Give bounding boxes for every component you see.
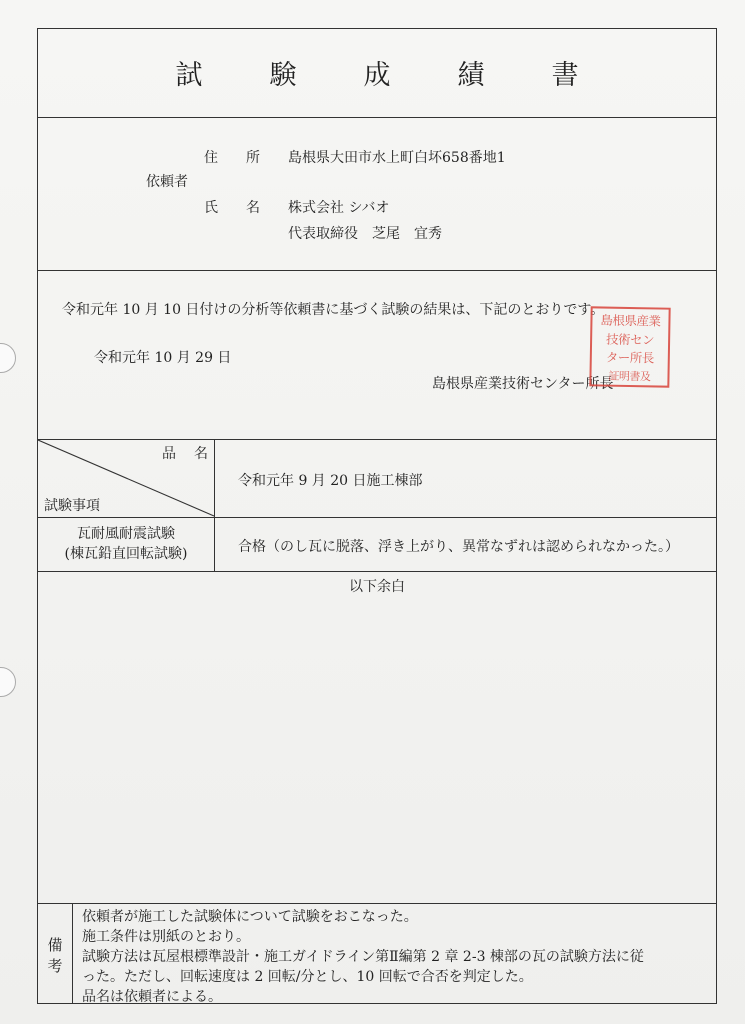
issuer-name: 島根県産業技術センター所長 (432, 376, 614, 392)
address-label: 住 所 (204, 150, 260, 166)
remark-line: った。ただし、回転速度は 2 回転/分とし、10 回転で合否を判定した。 (82, 969, 533, 985)
divider (38, 517, 716, 518)
divider (38, 270, 716, 271)
requester-label: 依頼者 (146, 174, 188, 190)
divider (38, 571, 716, 572)
divider (38, 903, 716, 904)
test-result: 合格（のし瓦に脱落、浮き上がり、異常なずれは認められなかった。） (238, 539, 679, 555)
issue-date: 令和元年 10 月 29 日 (94, 350, 232, 366)
certificate-frame (37, 28, 717, 1004)
test-name-line1: 瓦耐風耐震試験 (77, 526, 175, 542)
test-name-line2: (棟瓦鉛直回転試験) (64, 546, 188, 562)
remark-line: 依頼者が施工した試験体について試験をおこなった。 (82, 909, 418, 925)
name-label: 氏 名 (204, 200, 260, 216)
address-value: 島根県大田市水上町白坏658番地1 (288, 150, 506, 166)
divider (38, 117, 716, 118)
remark-line: 品名は依頼者による。 (82, 989, 222, 1005)
blank-note: 以下余白 (349, 579, 405, 595)
table-header-item: 品 名 (162, 446, 210, 462)
representative-name: 代表取締役 芝尾 宜秀 (288, 226, 442, 242)
remark-line: 試験方法は瓦屋根標準設計・施工ガイドライン第Ⅱ編第 2 章 2-3 棟部の瓦の試験方法に従 (82, 949, 644, 965)
remarks-divider (72, 903, 73, 1003)
statement-text: 令和元年 10 月 10 日付けの分析等依頼書に基づく試験の結果は、下記のとおりです。 (62, 302, 605, 318)
table-header-test: 試験事項 (44, 498, 100, 514)
document-title: 試 験 成 績 書 (175, 60, 599, 91)
company-name: 株式会社 シバオ (288, 200, 390, 216)
remark-line: 施工条件は別紙のとおり。 (82, 929, 250, 945)
remarks-label: 備 考 (47, 936, 63, 975)
item-name: 令和元年 9 月 20 日施工棟部 (238, 473, 423, 489)
official-seal: 島根県産業 技術セン ター所長 証明書及 (589, 306, 670, 387)
